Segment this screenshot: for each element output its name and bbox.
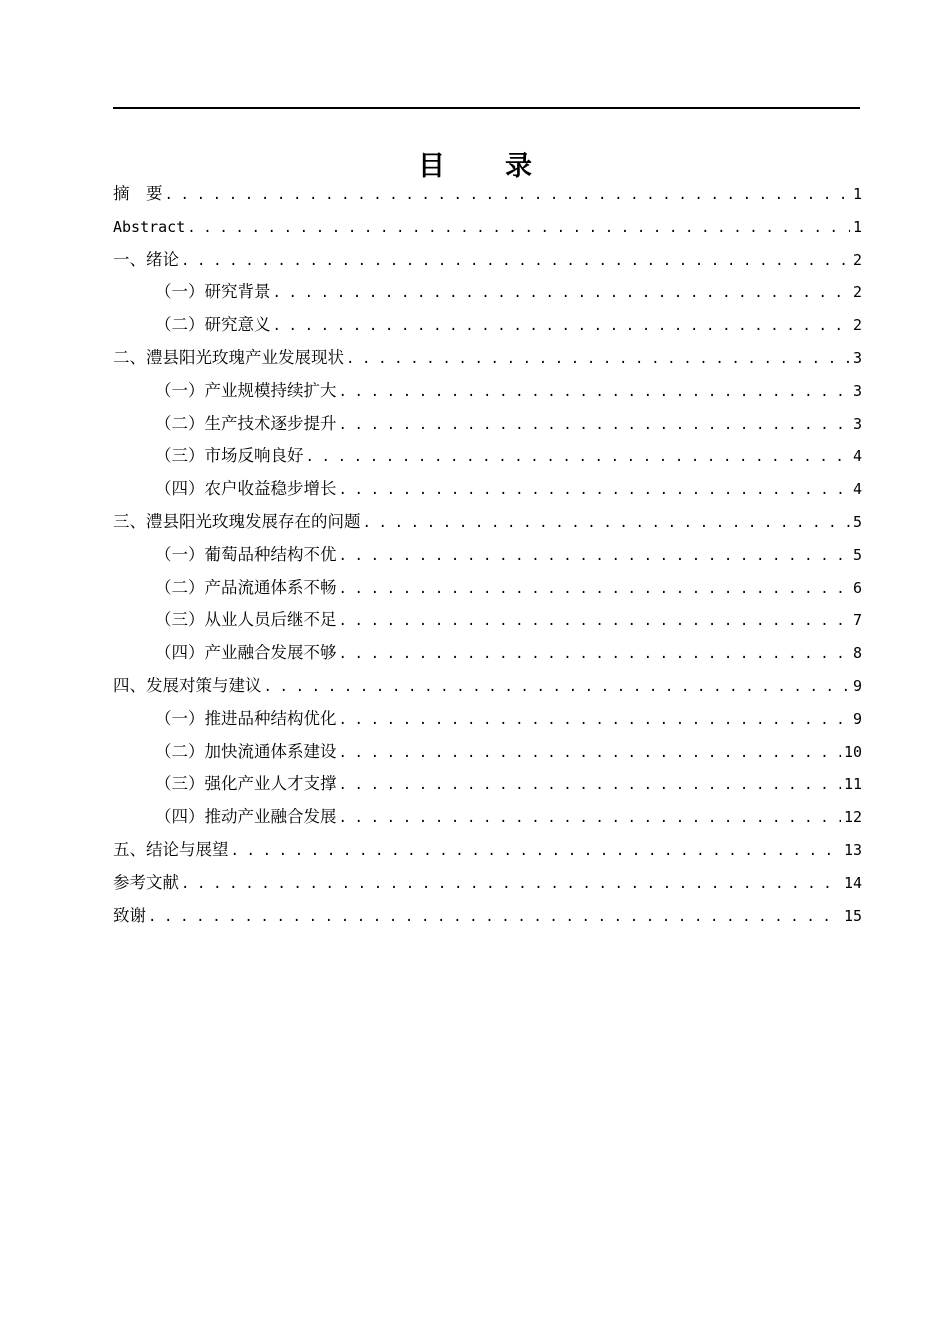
toc-title-right: 录 [505,151,532,182]
toc-entry[interactable] [113,703,862,736]
toc-entry-label: 二、澧县阳光玫瑰产业发展现状 [113,347,344,367]
toc-entry-label: （一）研究背景 [155,282,271,302]
toc-entry-label: （二）产品流通体系不畅 [155,577,337,597]
toc-entry[interactable] [113,244,862,277]
toc-entry[interactable] [113,375,862,408]
toc-dot-leader [339,375,850,408]
toc-entry[interactable] [113,637,862,670]
toc-entry[interactable] [113,539,862,572]
toc-dot-leader [181,867,841,900]
toc-entry[interactable] [113,572,862,605]
toc-entry-label: （一）产业规模持续扩大 [155,380,337,400]
toc-dot-leader [306,440,850,473]
toc-dot-leader [264,670,850,703]
toc-entry-label: （二）生产技术逐步提升 [155,413,337,433]
toc-entry-page-number: 12 [843,808,862,827]
toc-title-left: 目 [418,151,445,182]
toc-entry-page-number: 3 [852,381,862,400]
toc-entry-label: 三、澧县阳光玫瑰发展存在的问题 [113,511,361,531]
toc-entry-page-number: 11 [843,775,862,794]
toc-entry-page-number: 4 [852,480,862,499]
toc-entry-label: 摘 要 [113,184,163,203]
toc-entry-page-number: 13 [843,840,862,859]
toc-entry-page-number: 9 [852,709,862,728]
toc-entry-label: （二）研究意义 [155,315,271,335]
toc-entry-label: 参考文献 [113,872,179,892]
toc-entry[interactable] [113,867,862,900]
toc-entry-label: （二）加快流通体系建设 [155,741,337,761]
toc-dot-leader [339,408,850,441]
toc-entry-label: （三）市场反响良好 [155,446,304,466]
toc-entry[interactable] [113,178,862,211]
toc-entry-label: （一）葡萄品种结构不优 [155,544,337,564]
toc-dot-leader [339,572,850,605]
toc-entry-label: 五、结论与展望 [113,839,229,859]
toc-entry-page-number: 3 [852,414,862,433]
toc-dot-leader [148,900,841,933]
toc-entry-page-number: 10 [843,742,862,761]
toc-entry[interactable] [113,768,862,801]
toc-entry[interactable] [113,309,862,342]
toc-entry-label: Abstract [113,217,186,236]
toc-entry[interactable] [113,506,862,539]
toc-entry-label: 致谢 [113,905,146,925]
toc-entry-page-number: 9 [852,676,862,695]
toc-dot-leader [165,178,850,211]
toc-dot-leader [339,736,841,769]
toc-entry-page-number: 4 [852,447,862,466]
toc-entry-page-number: 6 [852,578,862,597]
toc-entry[interactable] [113,670,862,703]
header-rule [113,107,860,109]
toc-entry-label: （三）从业人员后继不足 [155,610,337,630]
toc-entry[interactable] [113,604,862,637]
toc-dot-leader [181,244,850,277]
toc-entry-page-number: 3 [852,348,862,367]
toc-entry-page-number: 14 [843,873,862,892]
toc-entry-page-number: 5 [852,545,862,564]
toc-entry-page-number: 7 [852,611,862,630]
toc-entry-page-number: 5 [852,512,862,531]
toc-dot-leader [273,276,850,309]
toc-entry-page-number: 2 [852,283,862,302]
toc-dot-leader [339,768,841,801]
toc-dot-leader [339,637,850,670]
toc-entry[interactable] [113,473,862,506]
toc-dot-leader [231,834,841,867]
toc-entry[interactable] [113,276,862,309]
toc-entry[interactable] [113,408,862,441]
toc-dot-leader [339,539,850,572]
toc-dot-leader [273,309,850,342]
toc-entry[interactable] [113,736,862,769]
toc-entry[interactable] [113,900,862,933]
toc-dot-leader [339,703,850,736]
toc-entry[interactable] [113,211,862,244]
toc-dot-leader [346,342,850,375]
toc-dot-leader [339,801,841,834]
toc-entry-label: （一）推进品种结构优化 [155,708,337,728]
toc-dot-leader [187,211,850,244]
toc-dot-leader [363,506,850,539]
toc-entry[interactable] [113,342,862,375]
toc-entry-page-number: 15 [843,906,862,925]
toc-entry-page-number: 1 [852,217,862,236]
toc-entry-label: （四）推动产业融合发展 [155,807,337,827]
toc-entry-label: 四、发展对策与建议 [113,675,262,695]
toc-dot-leader [339,473,850,506]
toc-entry-page-number: 8 [852,644,862,663]
toc-entry-page-number: 1 [852,185,862,203]
toc-entry[interactable] [113,834,862,867]
toc-entry-label: （四）农户收益稳步增长 [155,479,337,499]
toc-entry-label: （四）产业融合发展不够 [155,643,337,663]
toc-entry[interactable] [113,801,862,834]
toc-dot-leader [339,604,850,637]
toc-entry-label: 一、绪论 [113,249,179,269]
table-of-contents [113,178,862,932]
toc-entry-page-number: 2 [852,316,862,335]
toc-entry-label: （三）强化产业人才支撑 [155,774,337,794]
toc-entry[interactable] [113,440,862,473]
toc-entry-page-number: 2 [852,250,862,269]
